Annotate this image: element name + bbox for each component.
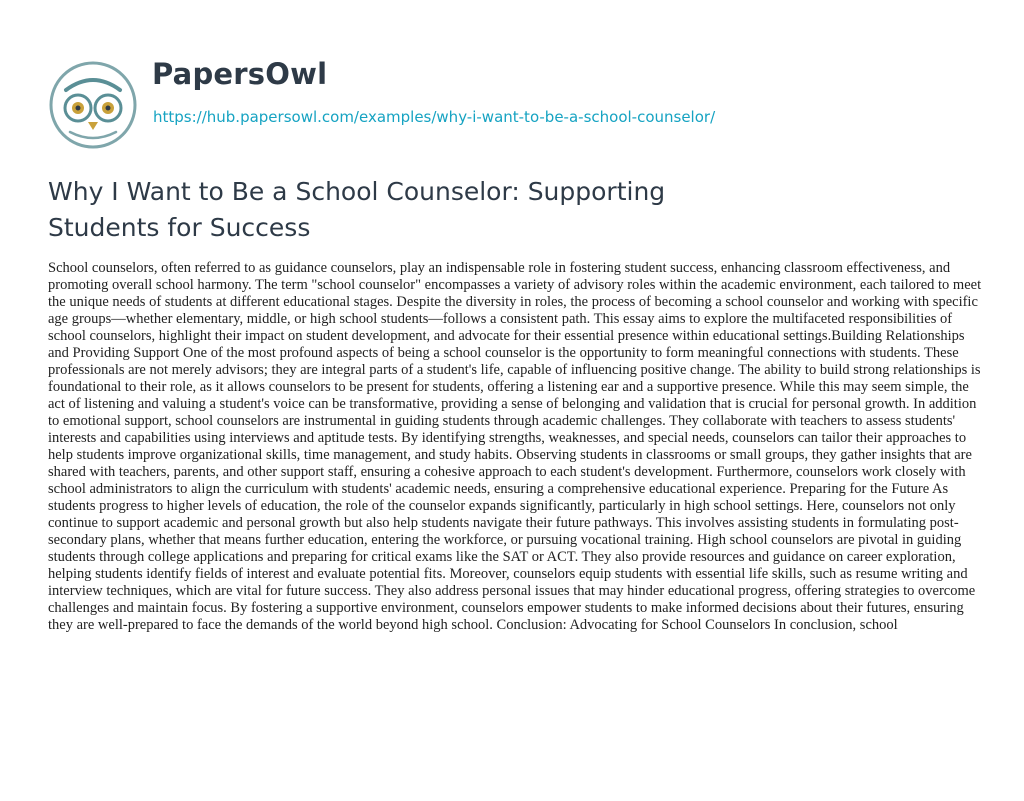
owl-face-icon[interactable] xyxy=(48,60,138,150)
site-header xyxy=(0,0,1024,150)
essay-body: School counselors, often referred to as guidance counselors, play an indispensable role in fostering student success, enhancing classroom effectiveness, and promoting overall school harmony. The term "school counselor" encompasses a variety of advisory roles within the academic environment, each tailored to meet the unique needs of students at different educational stages. Despite the diversity in roles, the process of becoming a school counselor and working with specific age groups—whether elementary, middle, or high school students—follows a consistent path. This essay aims to explore the multifaceted responsibilities of school counselors, highlight their impact on student development, and advocate for their essential presence within educational settings.Building Relationships and Providing Support One of the most profound aspects of being a school counselor is the opportunity to form meaningful connections with students. These professionals are not merely advisors; they are integral parts of a student's life, capable of influencing positive change. The ability to build strong relationships is foundational to their role, as it allows counselors to be present for students, offering a listening ear and a supportive presence. While this may seem simple, the act of listening and valuing a student's voice can be transformative, providing a sense of belonging and validation that is crucial for personal growth. In addition to emotional support, school counselors are instrumental in guiding students through academic challenges. They collaborate with teachers to assess students' interests and capabilities using interviews and aptitude tests. By identifying strengths, weaknesses, and special needs, counselors can tailor their approaches to help students improve organizational skills, time management, and study habits. Observing students in classrooms or small groups, they gather insights that are shared with teachers, parents, and other support staff, ensuring a cohesive approach to each student's development. Furthermore, counselors work closely with school administrators to align the curriculum with students' academic needs, ensuring a comprehensive educational experience. Preparing for the Future As students progress to higher levels of education, the role of the counselor expands significantly, particularly in high school settings. Here, counselors not only continue to support academic and personal growth but also help students navigate their future pathways. This involves assisting students in formulating post-secondary plans, whether that means further education, entering the workforce, or pursuing vocational training. High school counselors are pivotal in guiding students through college applications and preparing for critical exams like the SAT or ACT. They also provide resources and guidance on career exploration, helping students identify fields of interest and evaluate potential fits. Moreover, counselors equip students with essential life skills, such as resume writing and interview techniques, which are vital for future success. They also address personal issues that may hinder educational progress, offering strategies to overcome challenges and maintain focus. By fostering a supportive environment, counselors empower students to make informed decisions about their futures, ensuring they are well-prepared to face the demands of the world beyond high school. Conclusion: Advocating for School Counselors In conclusion, school xyxy=(48,260,982,633)
page-title: Why I Want to Be a School Counselor: Supporting Students for Success xyxy=(48,177,666,242)
source-url-link[interactable]: https://hub.papersowl.com/examples/why-i-want-to-be-a-school-counselor/ xyxy=(153,108,716,126)
brand-name[interactable]: PapersOwl xyxy=(152,57,328,91)
